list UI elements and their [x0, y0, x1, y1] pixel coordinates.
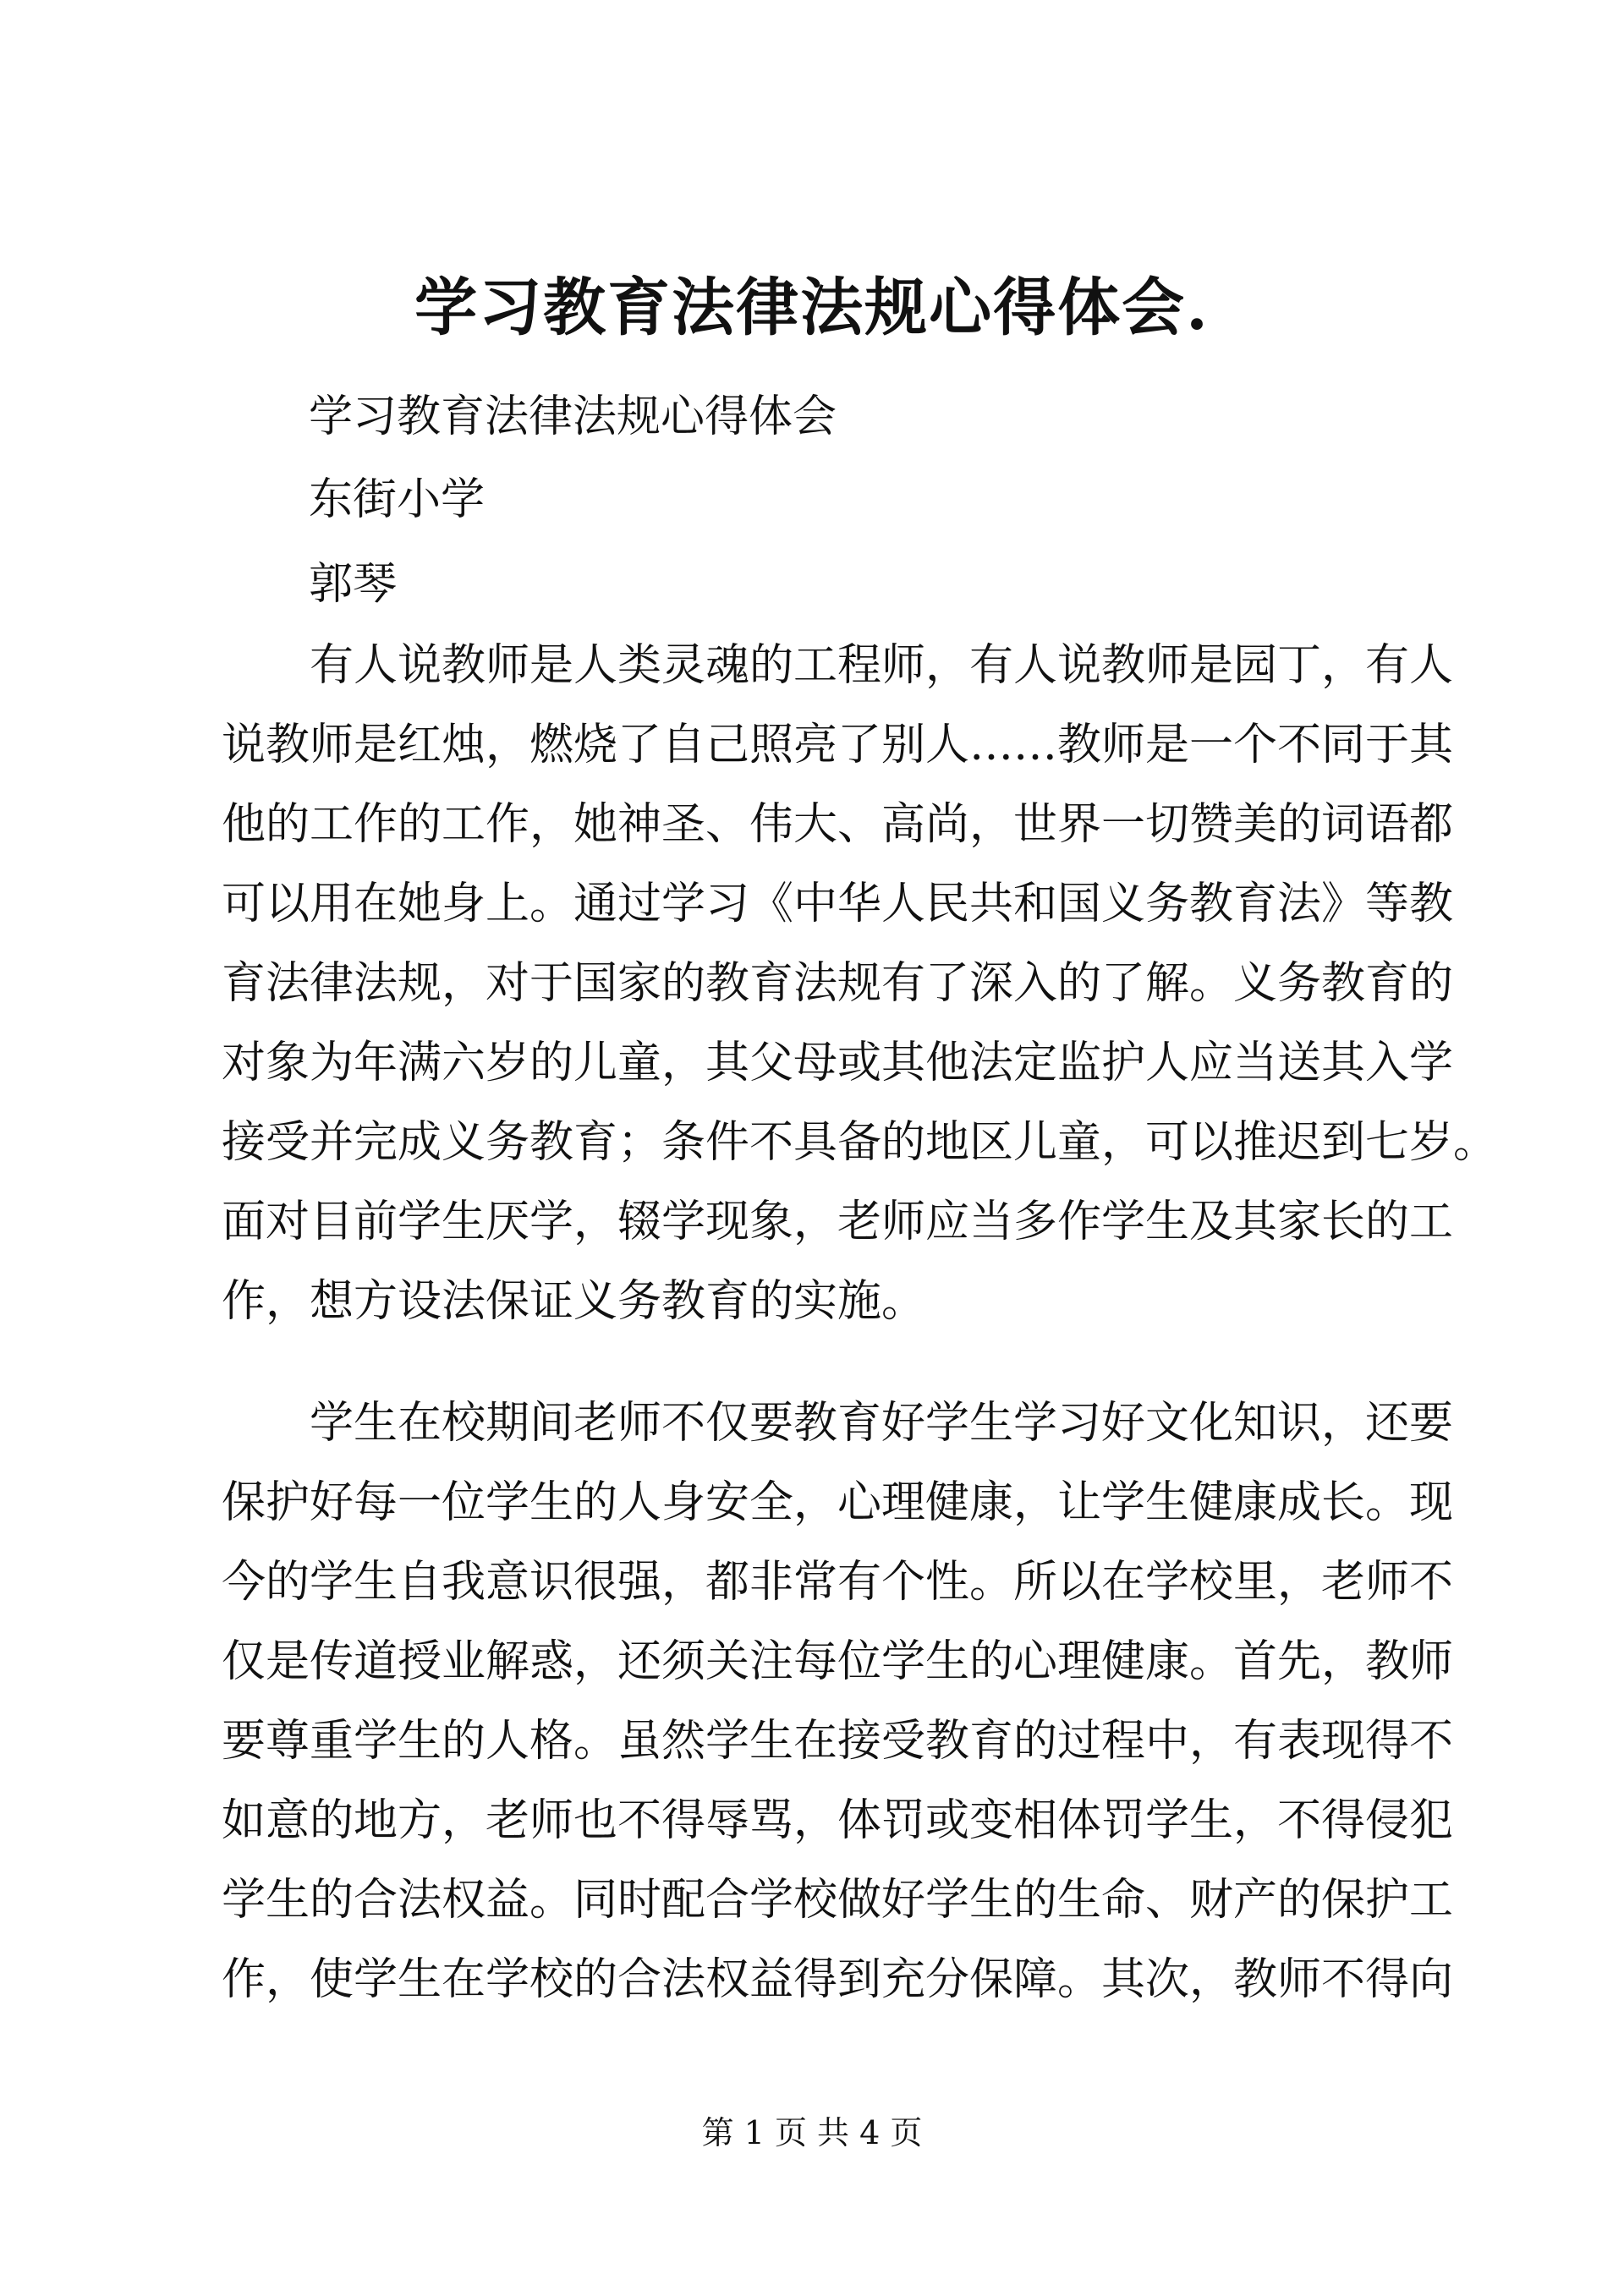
- paragraph-1: [222, 626, 1498, 1341]
- document-title: 学习教育法律法规心得体会.: [414, 271, 1210, 344]
- paragraph-line: 学生在校期间老师不仅要教育好学生学习好文化知识，还要: [310, 1398, 1454, 1449]
- paragraph-2: [222, 1384, 1454, 2019]
- paragraph-line: 今的学生自我意识很强，都非常有个性。所以在学校里，老师不: [222, 1557, 1454, 1608]
- paragraph-line: 保护好每一位学生的人身安全，心理健康，让学生健康成长。现: [222, 1477, 1454, 1528]
- paragraph-line: 有人说教师是人类灵魂的工程师，有人说教师是园丁，有人: [310, 640, 1454, 691]
- paragraph-line: 要尊重学生的人格。虽然学生在接受教育的过程中，有表现得不: [222, 1716, 1454, 1767]
- paragraph-line: 育法律法规，对于国家的教育法规有了深入的了解。义务教育的: [222, 958, 1454, 1009]
- subtitle: 学习教育法律法规心得体会: [309, 392, 837, 442]
- paragraph-line: 说教师是红烛，燃烧了自己照亮了别人……教师是一个不同于其: [222, 720, 1454, 770]
- paragraph-line: 作，想方设法保证义务教育的实施。: [222, 1276, 926, 1327]
- author-name: 郭琴: [309, 559, 398, 610]
- school-name: 东街小学: [309, 474, 486, 525]
- paragraph-line: 可以用在她身上。通过学习《中华人民共和国义务教育法》等教: [222, 879, 1454, 929]
- paragraph-line: 对象为年满六岁的儿童，其父母或其他法定监护人应当送其入学: [222, 1038, 1454, 1088]
- paragraph-line: 他的工作的工作，她神圣、伟大、高尚，世界一切赞美的词语都: [222, 799, 1454, 850]
- paragraph-line: 仅是传道授业解惑，还须关注每位学生的心理健康。首先，教师: [222, 1636, 1454, 1687]
- paragraph-line: 如意的地方，老师也不得辱骂，体罚或变相体罚学生，不得侵犯: [222, 1795, 1454, 1846]
- paragraph-line: 接受并完成义务教育；条件不具备的地区儿童，可以推迟到七岁。: [222, 1117, 1498, 1168]
- paragraph-line: 作，使学生在学校的合法权益得到充分保障。其次，教师不得向: [222, 1954, 1454, 2005]
- page-footer: 第 1 页 共 4 页: [701, 2114, 923, 2151]
- paragraph-line: 面对目前学生厌学，辍学现象，老师应当多作学生及其家长的工: [222, 1197, 1454, 1247]
- paragraph-line: 学生的合法权益。同时配合学校做好学生的生命、财产的保护工: [222, 1875, 1454, 1926]
